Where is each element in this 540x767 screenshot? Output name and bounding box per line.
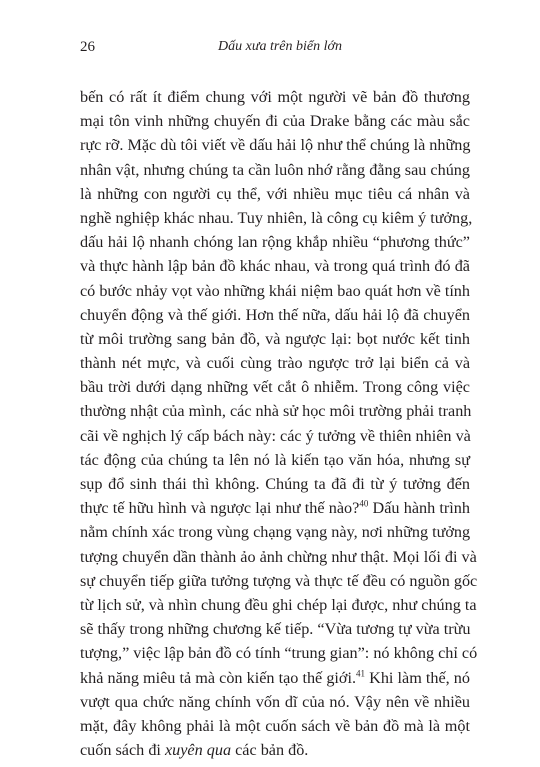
text-line: sụp đổ sinh thái thì không. Chúng ta đã đi từ ý tưởng đến	[80, 475, 470, 493]
text-line: vượt qua chức năng chính vốn dĩ của nó. Vậy nên về nhiều	[80, 692, 470, 711]
text-line: nhân vật, nhưng chúng ta cần luôn nhớ rằng đằng sau chúng	[80, 160, 470, 179]
footnote-marker: 41	[356, 668, 366, 679]
text-line	[80, 666, 470, 690]
text-line: thường nhật của mình, các nhà sử học môi trường phải tranh	[80, 402, 472, 421]
running-title: Dấu xưa trên biển lớn	[218, 39, 342, 54]
body-text	[80, 85, 478, 762]
text-line: nằm chính xác trong vùng chạng vạng này, nơi những tưởng	[80, 523, 471, 542]
text-line: tượng,” việc lập bản đồ có tính “trung gian”: nó không chỉ có	[80, 644, 478, 663]
text-line: từ môi trường sang bản đồ, và ngược lại: bọt nước kết tinh	[80, 329, 470, 348]
text-line	[80, 496, 470, 520]
text-line: mại tôn vinh những chuyến đi của Drake bằng các màu sắc	[80, 112, 470, 131]
footnote-marker: 40	[359, 498, 369, 509]
text-line: chuyển động và thế giới. Hơn thế nữa, dấu hải lộ đã chuyển	[80, 305, 470, 324]
text-line: dấu hải lộ nhanh chóng lan rộng khắp nhiều “phương thức”	[80, 233, 470, 252]
text-line: và thực hành lập bản đồ khác nhau, và trong quá trình đó đã	[80, 257, 470, 276]
text-line: tác động của chúng ta lên nó là kiến tạo văn hóa, nhưng sự	[80, 450, 470, 469]
text-line: là những con người cụ thể, với nhiều mục tiêu cá nhân và	[80, 184, 470, 203]
line-text: thực tế hữu hình và ngược lại như thế nào?	[80, 499, 360, 518]
text-line: sẽ thấy trong những chương kế tiếp. “Vừa tương tự vừa trừu	[80, 620, 471, 639]
text-line: bến có rất ít điểm chung với một người vẽ bản đồ thương	[80, 88, 470, 106]
text-line: từ lịch sử, và nhìn chung đều ghi chép lại được, như chúng ta	[80, 595, 477, 614]
line-text: cuốn sách đi	[80, 741, 165, 760]
text-line: có bước nhảy vọt vào những khái niệm bao quát hơn về tính	[80, 281, 470, 300]
text-line	[80, 738, 470, 762]
text-line: rực rỡ. Mặc dù tôi viết về dấu hải lộ như thể chúng là những	[80, 136, 471, 155]
text-line: cãi về nghịch lý cấp bách này: các ý tưởng về thiên nhiên và	[80, 426, 471, 445]
running-header	[80, 38, 480, 56]
line-text: khả năng miêu tả mà còn kiến tạo thế giới.	[80, 668, 357, 687]
line-text: các bản đồ.	[231, 741, 309, 760]
text-line: mặt, đây không phải là một cuốn sách về bản đồ mà là một	[80, 716, 470, 735]
text-line: bầu trời dưới dạng những vết cắt ô nhiễm. Trong công việc	[80, 378, 470, 397]
text-line: thành nét mực, và cuối cùng trào ngược trở lại biển cả và	[80, 354, 470, 373]
line-text: Khi làm thế, nó	[365, 668, 470, 687]
text-line: nghề nghiệp khác nhau. Tuy nhiên, là công cụ kiêm ý tưởng,	[80, 208, 473, 227]
text-line: tượng chuyển dần thành ảo ảnh chừng như thật. Mọi lối đi và	[80, 547, 477, 566]
line-text: Dấu hành trình	[368, 499, 470, 518]
text-line: sự chuyển tiếp giữa tưởng tượng và thực tế đều có nguồn gốc	[80, 571, 478, 590]
page-number: 26	[80, 39, 95, 55]
emphasized-text: xuyên qua	[164, 741, 232, 760]
